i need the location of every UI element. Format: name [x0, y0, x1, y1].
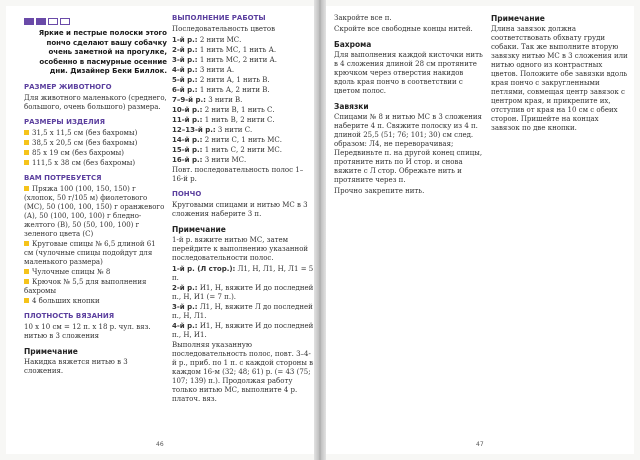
instruction-row: [172, 36, 314, 45]
intro-text: Яркие и пестрые полоски этого пончо сделают вашу собачку очень заметной на прогулке, особенно в пасмурные осенние дни. Дизайнер Беки Биллок.: [38, 29, 167, 75]
tab-square-outline: [60, 18, 70, 25]
bullet-text: 85 х 19 см (без бахромы): [32, 148, 124, 157]
instruction-row: [172, 86, 314, 95]
paragraph: 1-й р. вяжите нитью МС, затем перейдите к выполнению указанной последовательности полос.: [172, 236, 309, 262]
bullet-text: 111,5 х 38 см (без бахромы): [32, 158, 136, 167]
row-text: 3 нити В.: [205, 96, 243, 104]
yellow-square-bullet-icon: [24, 186, 29, 191]
paragraph: Последовательность цветов: [172, 25, 276, 33]
instruction-row: [172, 303, 314, 321]
row-label: 2-й р.:: [172, 46, 198, 54]
bullet-text: 38,5 х 20,5 см (без бахромы): [32, 138, 138, 147]
instruction-row: [172, 156, 314, 165]
bullet-item: [24, 149, 167, 158]
paragraph: Выполняя указанную последовательность полос, повт. 3–4-й р., приб. по 1 п. с каждой стороны в каждом 16-м (32; 48; 61) р. (= 43 (75; 107; 139) п.). Продолжая работу только нитью МС, выполните 4 р. платоч. вяз.: [172, 341, 314, 403]
paragraph: Прочно закрепите нить.: [334, 187, 425, 195]
row-text: 1 нить МС, 1 нить А.: [197, 46, 277, 54]
yellow-square-bullet-icon: [24, 298, 29, 303]
instruction-row: [172, 126, 314, 135]
bullet-text: 4 больших кнопки: [32, 296, 100, 305]
bullet-item: [24, 240, 167, 267]
row-text: 1 нить МС, 2 нити А.: [197, 56, 278, 64]
paragraph: Скройте все свободные концы нитей.: [334, 25, 473, 33]
section-heading: ВЫПОЛНЕНИЕ РАБОТЫ: [172, 14, 266, 22]
instruction-row: [172, 46, 314, 55]
color-tabs-icon: [24, 18, 167, 25]
instruction-row: [172, 56, 314, 65]
yellow-square-bullet-icon: [24, 241, 29, 246]
left-page: [6, 6, 314, 454]
yellow-square-bullet-icon: [24, 269, 29, 274]
bullet-item: [24, 278, 167, 296]
paragraph: Накидка вяжется нитью в 3 сложения.: [24, 357, 128, 375]
row-label: 1-й р.:: [172, 36, 198, 44]
row-label: 4-й р.:: [172, 322, 198, 330]
bullet-item: [24, 139, 167, 148]
row-label: 3-й р.:: [172, 303, 198, 311]
yellow-square-bullet-icon: [24, 150, 29, 155]
bullet-text: Пряжа 100 (100, 150, 150) г (хлопок, 50 г/105 м) фиолетового (МС), 50 (100, 100, 150) г оранжевого (А), 50 (100, 100, 100) г бледно-желтого (В), 50 (50, 100, 100) г зеленого цвета (С): [24, 184, 165, 238]
page-number-right: 47: [476, 441, 484, 448]
paragraph: 10 х 10 см = 12 п. х 18 р. чул. вяз. нитью в 3 сложения: [24, 322, 151, 340]
row-text: 3 нити С.: [215, 126, 253, 134]
row-label: 3-й р.:: [172, 56, 198, 64]
instruction-row: [172, 284, 314, 302]
section-heading: РАЗМЕРЫ ИЗДЕЛИЯ: [24, 117, 105, 126]
tab-square-outline: [48, 18, 58, 25]
instruction-row: [172, 146, 314, 155]
paragraph: Для животного маленького (среднего, большого, очень большого) размера.: [24, 93, 167, 111]
paragraph: Круговыми спицами и нитью МС в 3 сложения наберите 3 п.: [172, 201, 308, 218]
instruction-row: [172, 265, 314, 283]
right-page-column-2: [491, 14, 629, 135]
instruction-row: [172, 116, 314, 125]
instruction-row: [172, 322, 314, 340]
section-heading: ПЛОТНОСТЬ ВЯЗАНИЯ: [24, 311, 115, 320]
section-heading: Примечание: [172, 225, 226, 234]
section-heading: Примечание: [491, 14, 545, 23]
row-label: 6-й р.:: [172, 86, 198, 94]
row-text: И1, Н, вяжите И до последней п., Н, И1 (= 7 п.).: [172, 284, 314, 301]
yellow-square-bullet-icon: [24, 140, 29, 145]
row-label: 15-й р.:: [172, 146, 203, 154]
bullet-item: [24, 185, 167, 239]
tab-square-filled: [36, 18, 46, 25]
right-page: [326, 6, 634, 454]
row-text: 3 нити А.: [197, 66, 235, 74]
row-text: 3 нити МС.: [202, 156, 247, 164]
section-heading: ПОНЧО: [172, 190, 202, 198]
row-label: 11-й р.:: [172, 116, 203, 124]
bullet-item: [24, 268, 167, 277]
section-heading: Примечание: [24, 346, 78, 356]
book-gutter: [314, 0, 326, 460]
row-text: 1 нить А, 2 нити В.: [197, 86, 270, 94]
bullet-text: Крючок № 5,5 для выполнения бахромы: [24, 277, 147, 295]
right-page-column-1: [334, 14, 484, 198]
bullet-item: [24, 159, 167, 168]
row-text: 2 нити А, 1 нить В.: [197, 76, 270, 84]
paragraph: Повт. последовательность полос 1–16-й р.: [172, 166, 304, 183]
paragraph: Для выполнения каждой кисточки нить в 4 сложения длиной 28 см протяните крючком через отверстия накидов вдоль края пончо в соответствии с цветом полос.: [334, 51, 483, 95]
section-heading: ВАМ ПОТРЕБУЕТСЯ: [24, 173, 102, 182]
yellow-square-bullet-icon: [24, 130, 29, 135]
row-label: 7–9-й р.:: [172, 96, 206, 104]
paragraph: Закройте все п.: [334, 14, 392, 22]
row-text: 2 нити МС.: [197, 36, 242, 44]
page-number-left: 46: [156, 441, 164, 448]
left-page-column-1: [24, 14, 167, 378]
left-page-column-2: [172, 14, 314, 406]
tab-square-filled: [24, 18, 34, 25]
row-label: 1-й р. (Л стор.):: [172, 265, 236, 273]
section-heading: Бахрома: [334, 40, 372, 49]
bullet-item: [24, 297, 167, 306]
row-label: 14-й р.:: [172, 136, 203, 144]
paragraph: Спицами № 8 и нитью МС в 3 сложения наберите 4 п. Свяжите полоску из 4 п. длиной 25,5 (51; 76; 101; 30) см след. образом: Л4, не переворачивая; Передвиньте п. на другой конец спицы, протяните нить по И стор. и снова вяжите с Л стор. Обрежьте нить и протяните через п.: [334, 113, 483, 184]
instruction-row: [172, 136, 314, 145]
instruction-row: [172, 66, 314, 75]
bullet-item: [24, 129, 167, 138]
yellow-square-bullet-icon: [24, 160, 29, 165]
row-text: Л1, Н, Л1, Н, Л1 = 5 п.: [172, 265, 314, 282]
yellow-square-bullet-icon: [24, 279, 29, 284]
row-text: 1 нить С, 2 нити МС.: [202, 146, 282, 154]
bullet-text: 31,5 х 11,5 см (без бахромы): [32, 128, 138, 137]
paragraph: Длина завязок должна соответствовать обхвату груди собаки. Так же выполните вторую завязку нитью МС в 3 сложения или нитью одного из контрастных цветов. Положите обе завязки вдоль края пончо с закругленными петлями, совмещая центр завязок с центром края, и прикрепите их, отступив от края на 10 см с обеих сторон. Пришейте на концах завязок по две кнопки.: [491, 25, 628, 132]
row-label: 2-й р.:: [172, 284, 198, 292]
row-label: 12–13-й р.:: [172, 126, 216, 134]
bullet-text: Круговые спицы № 6,5 длиной 61 см (чулочные спицы подойдут для маленького размера): [24, 239, 156, 266]
bullet-text: Чулочные спицы № 8: [32, 267, 111, 276]
row-text: Л1, Н, вяжите Л до последней п., Н, Л1.: [172, 303, 313, 320]
row-text: 1 нить В, 2 нити С.: [202, 116, 275, 124]
row-label: 16-й р.:: [172, 156, 203, 164]
instruction-row: [172, 76, 314, 85]
row-text: И1, Н, вяжите И до последней п., Н, И1.: [172, 322, 314, 339]
row-text: 2 нити В, 1 нить С.: [202, 106, 275, 114]
row-label: 5-й р.:: [172, 76, 198, 84]
row-label: 10-й р.:: [172, 106, 203, 114]
section-heading: Завязки: [334, 102, 369, 111]
row-label: 4-й р.:: [172, 66, 198, 74]
instruction-row: [172, 96, 314, 105]
row-text: 2 нити С, 1 нить МС.: [202, 136, 282, 144]
section-heading: РАЗМЕР ЖИВОТНОГО: [24, 82, 112, 91]
instruction-row: [172, 106, 314, 115]
